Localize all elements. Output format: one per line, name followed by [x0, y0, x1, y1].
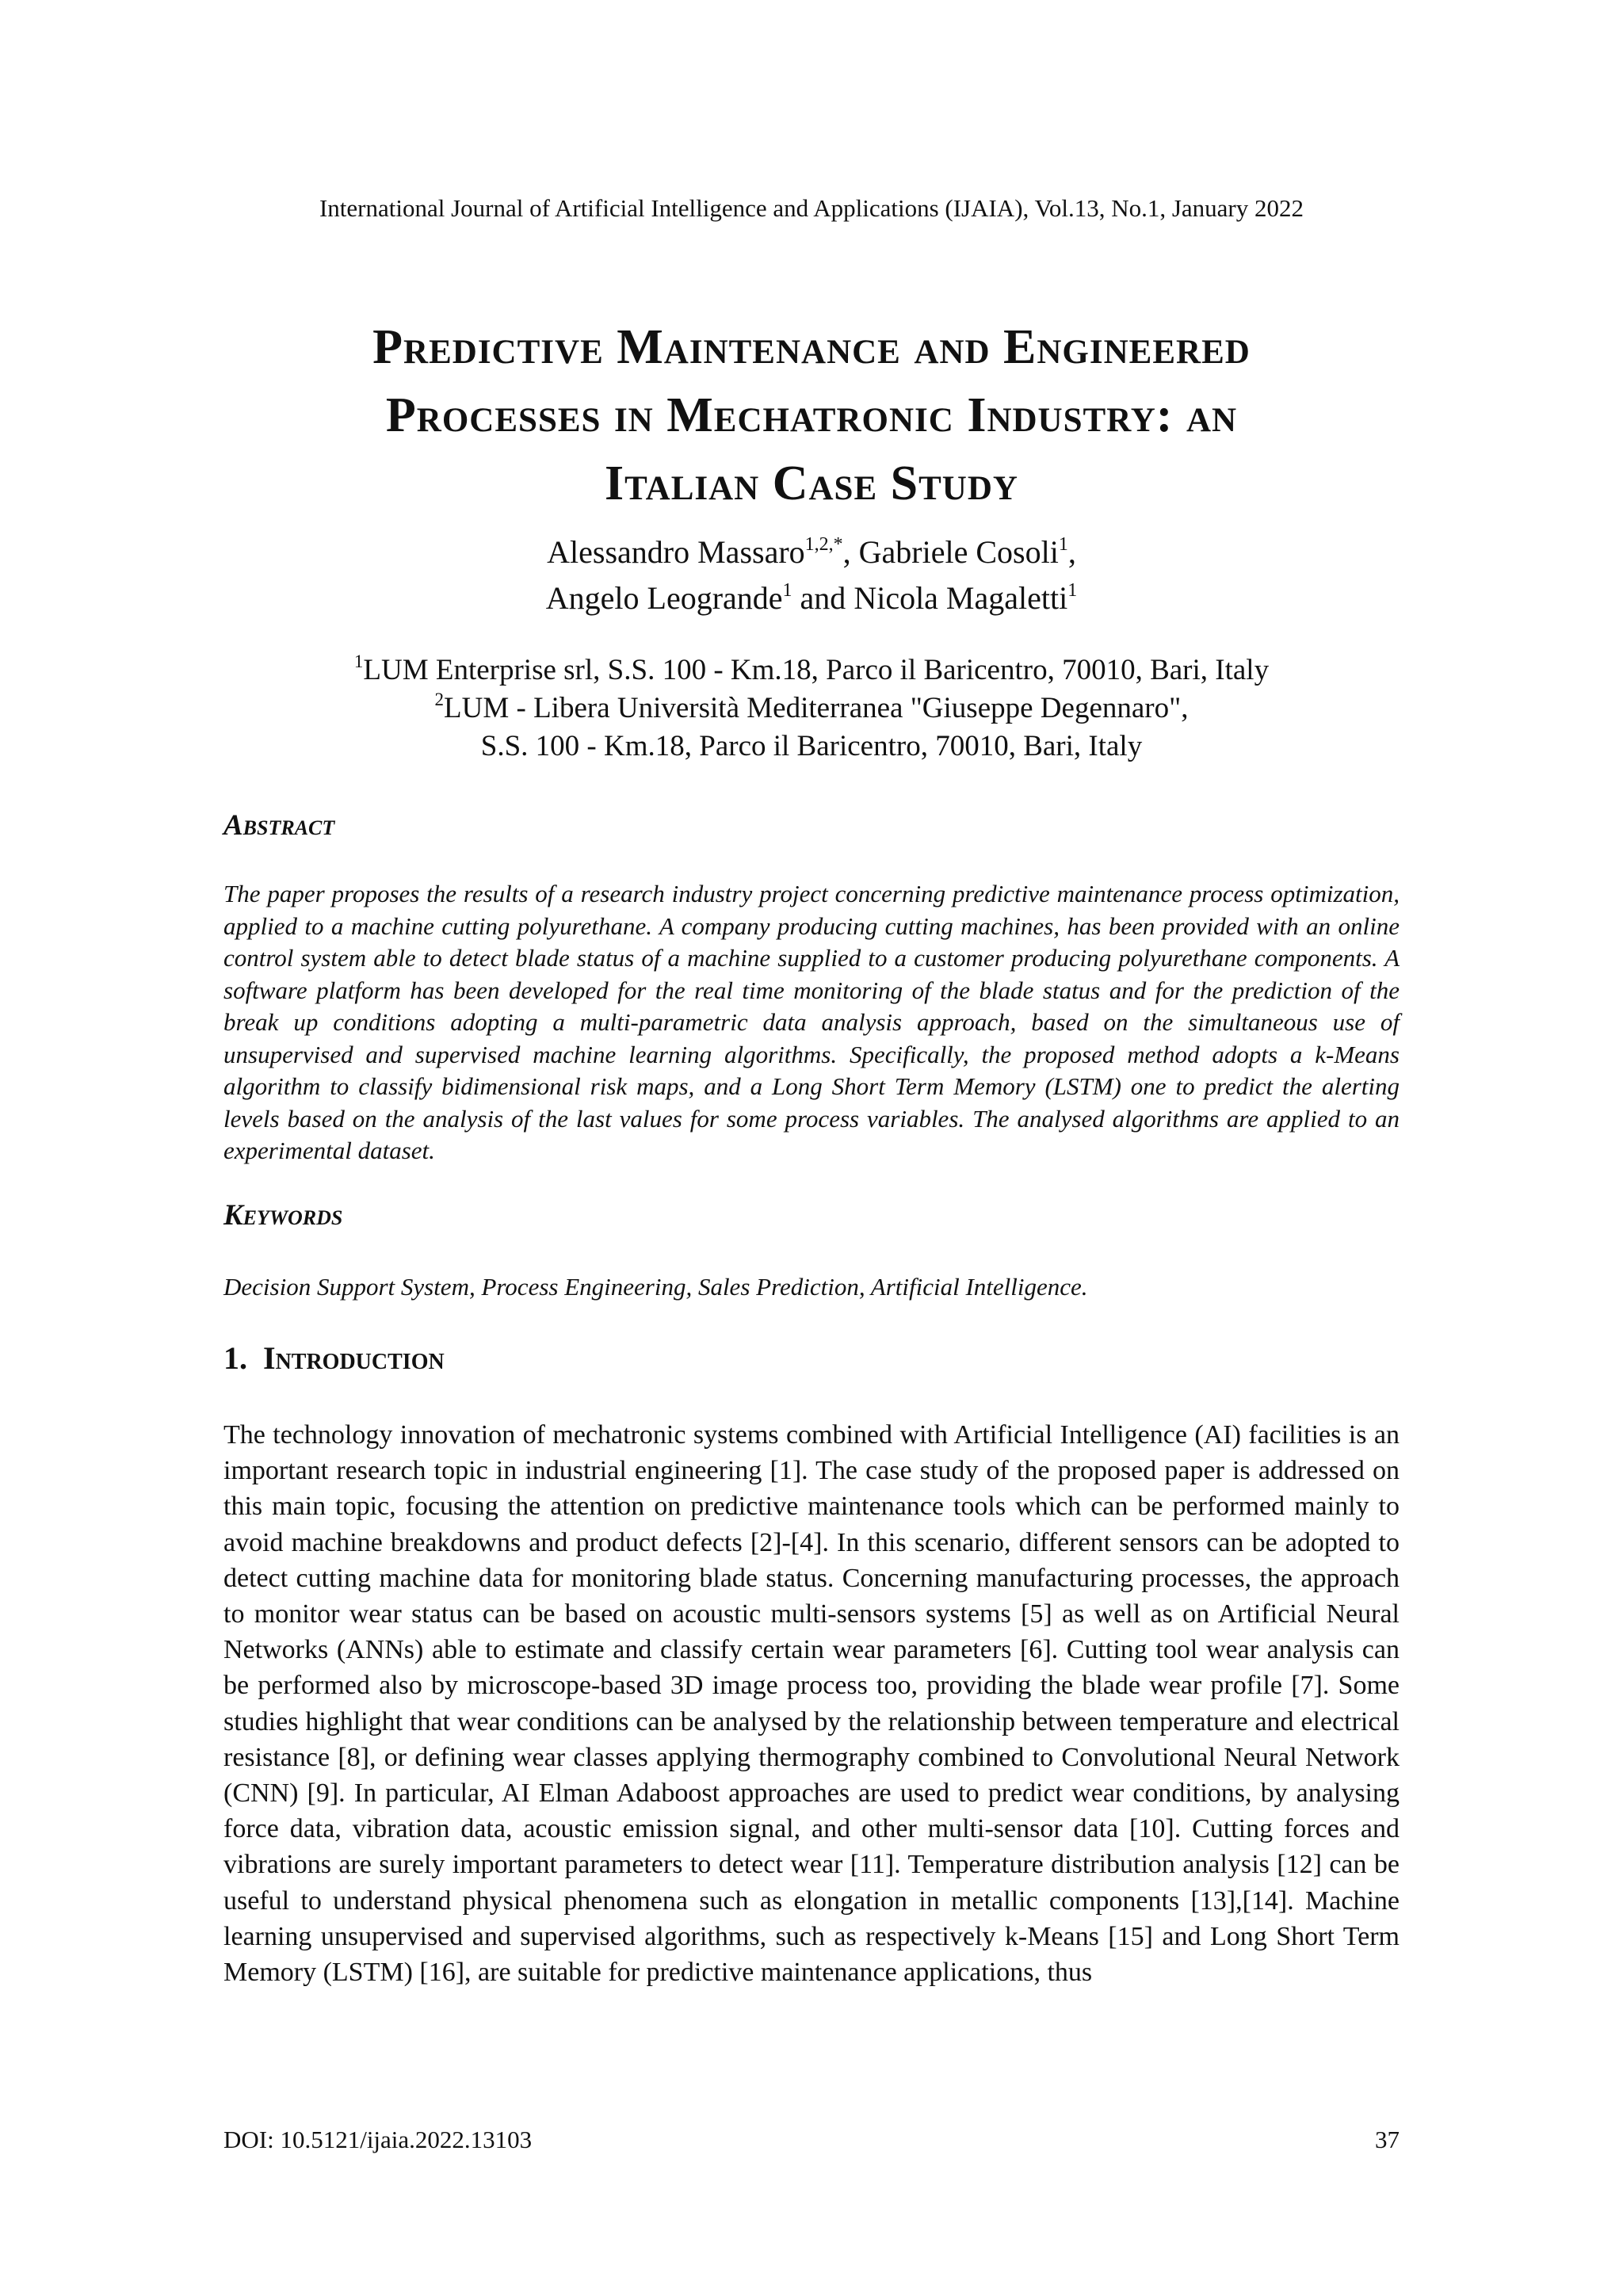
- page-number: 37: [1375, 2126, 1400, 2153]
- title-line-3: Italian Case Study: [605, 457, 1018, 510]
- author-separator: ,: [1067, 534, 1076, 570]
- author-list: [223, 529, 1400, 621]
- author-name: Nicola Magaletti: [854, 580, 1068, 616]
- affiliation-mark: 1: [353, 651, 364, 671]
- author-affiliation-mark: 1: [782, 580, 792, 601]
- author-separator: ,: [842, 534, 859, 570]
- paper-title: [223, 313, 1400, 518]
- author-name: Alessandro Massaro: [547, 534, 805, 570]
- introduction-body: The technology innovation of mechatronic systems combined with Artificial Intelligence (AI) facilities is an important research topic in industrial engineering [1]. The case study of the proposed paper is addressed on this main topic, focusing the attention on predictive maintenance tools which can be performed mainly to avoid machine breakdowns and product defects [2]-[4]. In this scenario, different sensors can be adopted to detect cutting machine data for monitoring blade status. Concerning manufacturing processes, the approach to monitor wear status can be based on acoustic multi-sensors systems [5] as well as on Artificial Neural Networks (ANNs) able to estimate and classify certain wear parameters [6]. Cutting tool wear analysis can be performed also by microscope-based 3D image process too, providing the blade wear profile [7]. Some studies highlight that wear conditions can be analysed by the relationship between temperature and electrical resistance [8], or defining wear classes applying thermography combined to Convolutional Neural Network (CNN) [9]. In particular, AI Elman Adaboost approaches are used to predict wear conditions, by analysing force data, vibration data, acoustic emission signal, and other multi-sensor data [10]. Cutting forces and vibrations are surely important parameters to detect wear [11]. Temperature distribution analysis [12] can be useful to understand physical phenomena such as elongation in metallic components [13],[14]. Machine learning unsupervised and supervised algorithms, such as respectively k-Means [15] and Long Short Term Memory (LSTM) [16], are suitable for predictive maintenance applications, thus: [223, 1420, 1400, 1988]
- affiliation-text: LUM Enterprise srl, S.S. 100 - Km.18, Parco il Baricentro, 70010, Bari, Italy: [363, 654, 1270, 686]
- keywords-body: Decision Support System, Process Engineering, Sales Prediction, Artificial Intelligence.: [223, 1273, 1088, 1301]
- affiliation-mark: 2: [434, 690, 445, 709]
- abstract-body: The paper proposes the results of a research industry project concerning predictive maintenance process optimization, applied to a machine cutting polyurethane. A company producing cutting machines, has been provided with an online control system able to detect blade status of a machine supplied to a customer producing polyurethane components. A software platform has been developed for the real time monitoring of the blade status and for the prediction of the break up conditions adopting a multi-parametric data analysis approach, based on the simultaneous use of unsupervised and supervised machine learning algorithms. Specifically, the proposed method adopts a k-Means algorithm to classify bidimensional risk maps, and a Long Short Term Memory (LSTM) one to predict the alerting levels based on the analysis of the last values for some process variables. The analysed algorithms are applied to an experimental dataset.: [223, 880, 1400, 1164]
- abstract-heading: Abstract: [223, 809, 335, 842]
- section-number: 1.: [223, 1340, 247, 1376]
- title-line-1: Predictive Maintenance and Engineered: [372, 320, 1251, 374]
- footer-doi: DOI: 10.5121/ijaia.2022.13103: [223, 2126, 533, 2153]
- running-head: International Journal of Artificial Intelligence and Applications (IJAIA), Vol.13, No.1, January 2022: [319, 194, 1304, 222]
- affiliation-list: [223, 651, 1400, 766]
- section-title: Introduction: [263, 1340, 445, 1376]
- keywords-heading: Keywords: [223, 1199, 343, 1232]
- author-affiliation-mark: 1,2,*: [804, 534, 843, 555]
- author-affiliation-mark: 1: [1067, 580, 1078, 601]
- author-name: Angelo Leogrande: [545, 580, 783, 616]
- affiliation-text: LUM - Libera Università Mediterranea "Giuseppe Degennaro",: [444, 692, 1189, 724]
- author-affiliation-mark: 1: [1058, 534, 1068, 555]
- affiliation-1: [223, 651, 1400, 690]
- affiliation-2: [223, 690, 1400, 728]
- author-name: Gabriele Cosoli: [858, 534, 1059, 570]
- title-line-2: Processes in Mechatronic Industry: an: [385, 388, 1238, 442]
- affiliation-2-line-2: S.S. 100 - Km.18, Parco il Baricentro, 70010, Bari, Italy: [480, 730, 1143, 762]
- introduction-heading: [223, 1339, 445, 1377]
- author-separator: and: [792, 580, 854, 616]
